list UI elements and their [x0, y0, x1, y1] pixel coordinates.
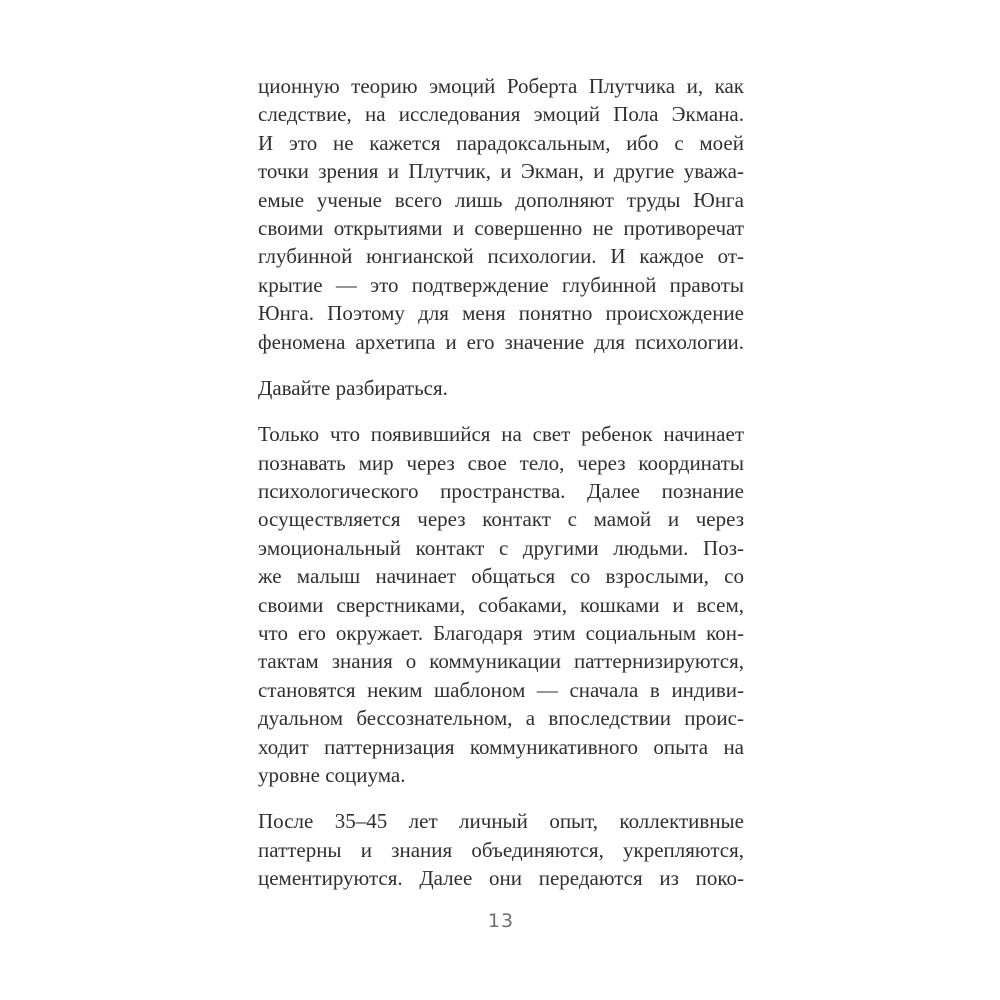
text-line: Только что появившийся на свет ребенок начинает	[258, 422, 744, 447]
text-line: осуществляется через контакт с мамой и через	[258, 507, 744, 532]
text-line: уровне социума.	[258, 762, 406, 787]
text-line: познавать мир через свое тело, через координаты	[258, 450, 744, 475]
text-line: феномена архетипа и его значение для психологии.	[258, 329, 744, 354]
text-line: своими открытиями и совершенно не противоречат	[258, 215, 744, 240]
text-line: точки зрения и Плутчик, и Экман, и другие уважа-	[258, 159, 744, 184]
paragraph	[258, 420, 744, 789]
paragraph	[258, 807, 744, 892]
text-line: дуальном бессознательном, а впоследствии проис-	[258, 706, 744, 731]
text-line: что его окружает. Благодаря этим социальным кон-	[258, 621, 744, 646]
paragraph	[258, 374, 744, 402]
text-line: Юнга. Поэтому для меня понятно происхождение	[258, 301, 744, 326]
text-line: ходит паттернизация коммуникативного опыта на	[258, 734, 744, 759]
paragraph	[258, 72, 744, 356]
text-line: После 35–45 лет личный опыт, коллективные	[258, 809, 744, 834]
text-line: емые ученые всего лишь дополняют труды Юнга	[258, 187, 744, 212]
text-line: следствие, на исследования эмоций Пола Экмана.	[258, 102, 744, 127]
text-line: крытие — это подтверждение глубинной правоты	[258, 272, 744, 297]
page-number: 13	[487, 910, 515, 932]
text-line: психологического пространства. Далее познание	[258, 479, 744, 504]
text-line: Давайте разбираться.	[258, 375, 448, 400]
text-line: ционную теорию эмоций Роберта Плутчика и, как	[258, 74, 744, 98]
text-line: становятся неким шаблоном — сначала в индиви-	[258, 677, 744, 702]
text-block	[258, 72, 744, 911]
text-line: цементируются. Далее они передаются из поко-	[258, 866, 744, 891]
text-line: своими сверстниками, собаками, кошками и всем,	[258, 592, 744, 617]
text-line: тактам знания о коммуникации паттернизируются,	[258, 649, 744, 674]
text-line: И это не кажется парадоксальным, ибо с моей	[258, 130, 744, 155]
text-line: же малыш начинает общаться со взрослыми, со	[258, 564, 744, 589]
text-line: эмоциональный контакт с другими людьми. Поз-	[258, 535, 744, 560]
text-line: паттерны и знания объединяются, укрепляются,	[258, 837, 744, 862]
text-line: глубинной юнгианской психологии. И каждое от-	[258, 244, 744, 269]
